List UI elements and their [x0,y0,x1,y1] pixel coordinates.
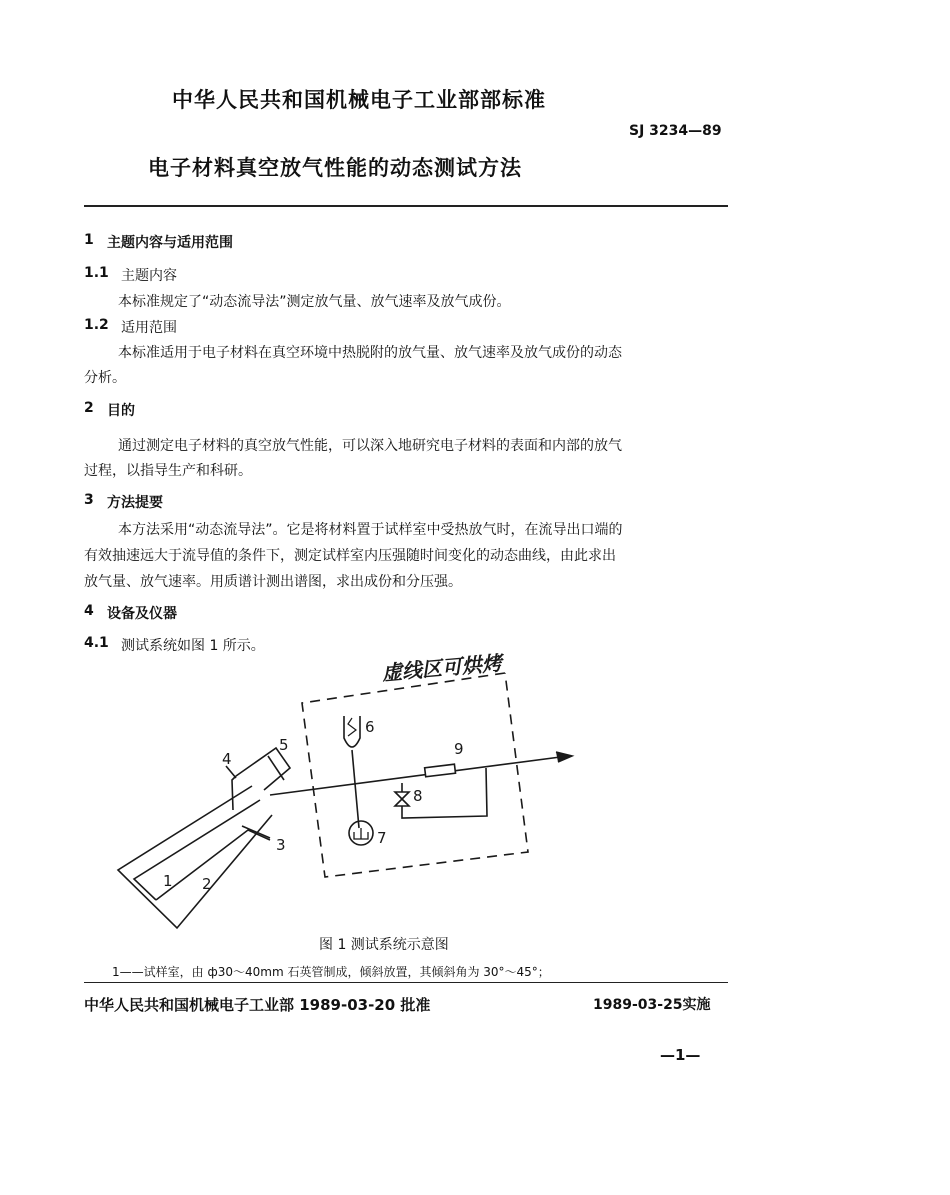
section-2-number: 2 [84,400,94,416]
section-4-number: 4 [84,603,94,619]
section-4-1-text: 测试系统如图 1 所示。 [121,638,265,654]
conductance-element [425,764,456,777]
section-1-1-number: 1.1 [84,265,109,281]
section-2-line-1: 通过测定电子材料的真空放气性能，可以深入地研究电子材料的表面和内部的放气 [118,438,622,454]
spectrometer-symbol [354,828,368,839]
section-1-1-text: 本标准规定了“动态流导法”测定放气量、放气速率及放气成份。 [118,294,511,310]
standard-code: SJ 3234—89 [629,123,722,139]
section-1-number: 1 [84,232,94,248]
section-2-title: 目的 [107,403,135,419]
figure-label-4: 4 [222,750,232,768]
figure-label-6: 6 [365,718,375,736]
outlet-arrow [556,752,572,762]
document-title: 电子材料真空放气性能的动态测试方法 [148,156,522,180]
issuer-heading: 中华人民共和国机械电子工业部部标准 [172,88,546,112]
section-3-title: 方法提要 [107,495,163,511]
section-3-line-3: 放气量、放气速率。用质谱计测出谱图，求出成份和分压强。 [84,574,462,590]
section-2-line-2: 过程，以指导生产和科研。 [84,463,252,479]
bypass-valve [395,792,409,806]
section-1-2-line-2: 分析。 [84,370,126,386]
sample-chamber [118,748,290,928]
footer-rule [84,982,728,983]
gauge-filament [348,718,356,736]
figure-label-9: 9 [454,740,464,758]
bakeable-region-label: 虚线区可烘烤 [381,650,503,686]
figure-label-5: 5 [279,736,289,754]
page-number: —1— [660,1046,701,1064]
section-1-title: 主题内容与适用范围 [107,235,233,251]
figure-label-1: 1 [163,872,173,890]
gauge-stem [352,750,359,828]
section-3-number: 3 [84,492,94,508]
bakeable-region-boundary [302,673,528,877]
vacuum-gauge [344,716,360,747]
section-1-2-line-1: 本标准适用于电子材料在真空环境中热脱附的放气量、放气速率及放气成份的动态 [118,345,622,361]
figure-note: 1——试样室，由 ф30～40mm 石英管制成，倾斜放置，其倾斜角为 30°～45°； [112,965,550,979]
section-3-line-2: 有效抽速远大于流导值的条件下，测定试样室内压强随时间变化的动态曲线，由此求出 [84,548,616,564]
section-3-line-1: 本方法采用“动态流导法”。它是将材料置于试样室中受热放气时，在流导出口端的 [118,522,623,538]
section-1-1-title: 主题内容 [121,268,177,284]
section-4-title: 设备及仪器 [107,606,177,622]
section-4-1-number: 4.1 [84,635,109,651]
figure-label-3: 3 [276,836,286,854]
approval-line: 中华人民共和国机械电子工业部 1989-03-20 批准 [84,996,431,1014]
figure-label-2: 2 [202,875,212,893]
effective-date: 1989-03-25实施 [593,997,711,1013]
figure-label-8: 8 [413,787,423,805]
section-1-2-title: 适用范围 [121,320,177,336]
figure-label-7: 7 [377,829,387,847]
figure-caption: 图 1 测试系统示意图 [319,937,449,953]
section-1-2-number: 1.2 [84,317,109,333]
